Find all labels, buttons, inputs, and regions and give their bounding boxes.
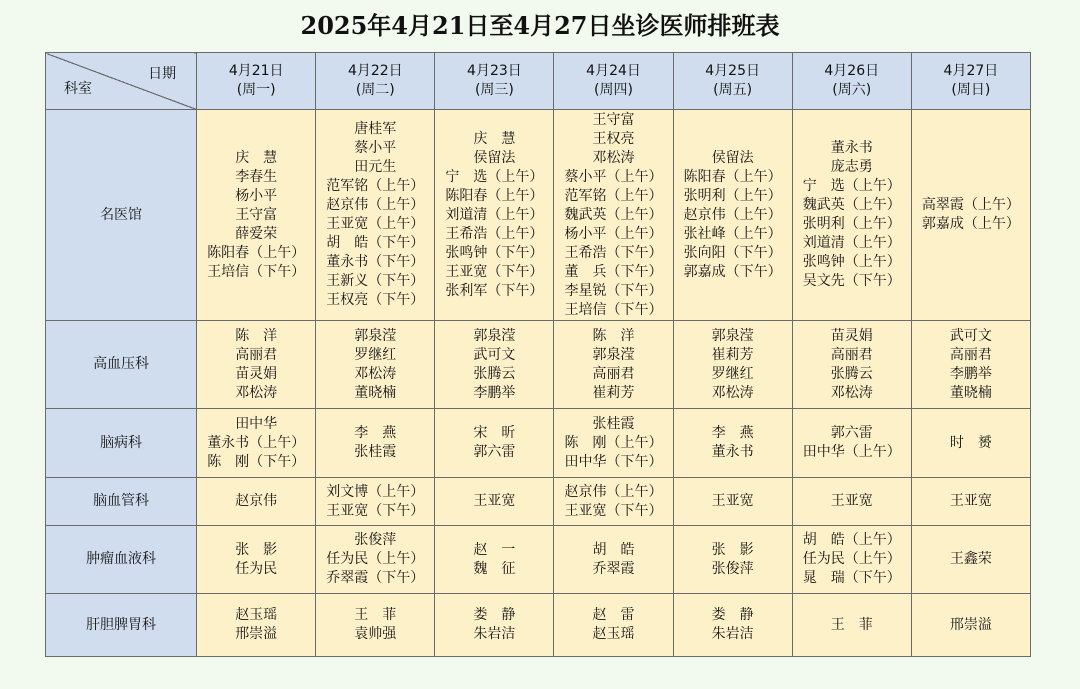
day-header xyxy=(197,53,316,110)
schedule-cell xyxy=(197,110,316,321)
doctor-entry: 张腾云 xyxy=(473,365,516,382)
doctor-entry: 任为民（上午） xyxy=(802,551,901,567)
schedule-cell xyxy=(673,526,792,594)
doctor-entry: 李 燕 xyxy=(354,425,397,441)
doctor-entry: 吴文先（下午） xyxy=(802,273,901,289)
doctor-entry: 赵玉瑶 xyxy=(235,607,278,623)
doctor-entry: 武可文 xyxy=(473,346,516,363)
doctor-entry: 邢崇溢 xyxy=(235,626,278,642)
day-date: 4月21日 xyxy=(228,63,284,79)
schedule-cell xyxy=(554,110,673,321)
doctor-entry: 王鑫荣 xyxy=(949,551,992,567)
department-row-cerebrovascular xyxy=(46,478,1031,526)
doctor-entry: 郭泉滢 xyxy=(711,327,754,344)
header-row xyxy=(46,53,1031,110)
doctor-entry: 娄 静 xyxy=(711,607,754,623)
doctor-entry: 田元生 xyxy=(354,159,397,175)
doctor-entry: 张 影 xyxy=(235,541,278,558)
doctor-entry: 赵京伟（上午） xyxy=(326,197,425,213)
doctor-entry: 崔莉芳 xyxy=(711,346,754,363)
doctor-entry: 宋 昕 xyxy=(473,425,516,441)
schedule-cell xyxy=(673,110,792,321)
doctor-entry: 张向阳（下午） xyxy=(683,244,782,261)
doctor-entry: 王亚宽 xyxy=(830,493,873,509)
doctor-entry: 王亚宽（下午） xyxy=(326,502,425,519)
doctor-entry: 唐桂军 xyxy=(354,121,397,137)
doctor-entry: 魏武英（上午） xyxy=(564,206,663,223)
schedule-body xyxy=(46,110,1031,657)
schedule-cell xyxy=(911,478,1030,526)
department-name: 脑血管科 xyxy=(46,478,197,526)
doctor-entry: 王希浩（下午） xyxy=(564,244,663,261)
day-date: 4月26日 xyxy=(824,63,880,79)
doctor-entry: 董永书 xyxy=(830,140,873,156)
doctor-entry: 高丽君 xyxy=(592,365,635,382)
schedule-cell xyxy=(911,594,1030,657)
doctor-entry: 杨小平（上午） xyxy=(564,225,663,242)
doctor-entry: 王希浩（上午） xyxy=(445,225,544,242)
schedule-cell xyxy=(554,526,673,594)
doctor-entry: 乔翠霞 xyxy=(592,560,635,577)
doctor-entry: 郭嘉成（上午） xyxy=(921,216,1020,232)
doctor-entry: 张俊萍 xyxy=(354,532,397,548)
doctor-entry: 董晓楠 xyxy=(949,384,992,401)
day-date: 4月25日 xyxy=(705,63,760,79)
doctor-entry: 薛爱荣 xyxy=(235,225,278,242)
schedule-cell xyxy=(911,321,1030,409)
doctor-entry: 胡 皓 xyxy=(592,541,635,558)
schedule-cell xyxy=(554,594,673,657)
schedule-cell xyxy=(316,321,435,409)
schedule-cell xyxy=(554,321,673,409)
schedule-cell xyxy=(197,321,316,409)
schedule-cell xyxy=(316,594,435,657)
day-header xyxy=(673,53,792,110)
doctor-entry: 郭六雷 xyxy=(473,444,516,460)
doctor-entry: 陈 刚（上午） xyxy=(564,434,663,451)
schedule-cell xyxy=(792,594,911,657)
schedule-cell xyxy=(316,409,435,478)
doctor-entry: 高丽君 xyxy=(830,346,873,363)
doctor-entry: 陈 洋 xyxy=(235,327,278,344)
schedule-cell xyxy=(673,594,792,657)
schedule-cell xyxy=(911,526,1030,594)
doctor-entry: 陈阳春（上午） xyxy=(207,244,306,261)
doctor-entry: 侯留法 xyxy=(473,149,516,166)
department-name: 脑病科 xyxy=(46,409,197,478)
schedule-cell xyxy=(911,110,1030,321)
schedule-cell xyxy=(197,478,316,526)
doctor-entry: 王守富 xyxy=(592,111,635,128)
doctor-entry: 乔翠霞（下午） xyxy=(326,570,425,586)
doctor-entry: 张明利（上午） xyxy=(683,187,782,204)
day-date: 4月24日 xyxy=(586,63,641,79)
doctor-entry: 宁 选（上午） xyxy=(445,168,544,185)
doctor-entry: 庆 慧 xyxy=(235,149,278,166)
department-name: 名医馆 xyxy=(46,110,197,321)
doctor-entry: 王 菲 xyxy=(830,616,873,633)
doctor-entry: 胡 皓（上午） xyxy=(802,532,901,548)
doctor-entry: 侯留法 xyxy=(711,149,754,166)
day-weekday: (周六) xyxy=(832,82,872,98)
doctor-entry: 王新义（下午） xyxy=(326,273,425,289)
corner-header xyxy=(46,53,197,110)
schedule-cell xyxy=(673,409,792,478)
doctor-entry: 时 赟 xyxy=(949,434,992,451)
doctor-entry: 董晓楠 xyxy=(354,384,397,401)
doctor-entry: 庆 慧 xyxy=(473,130,516,147)
doctor-entry: 郭嘉成（下午） xyxy=(683,263,782,280)
doctor-entry: 陈 刚（下午） xyxy=(207,453,306,470)
doctor-entry: 高翠霞（上午） xyxy=(921,197,1020,213)
doctor-entry: 王权亮 xyxy=(592,130,635,147)
doctor-entry: 庞志勇 xyxy=(830,159,873,175)
schedule-cell xyxy=(435,409,554,478)
doctor-entry: 张桂霞 xyxy=(354,444,397,460)
schedule-cell xyxy=(435,526,554,594)
department-row-hypertension xyxy=(46,321,1031,409)
doctor-entry: 邓松涛 xyxy=(830,384,873,401)
department-row-hepatobiliary-gastro xyxy=(46,594,1031,657)
department-name: 肝胆脾胃科 xyxy=(46,594,197,657)
doctor-entry: 李 燕 xyxy=(711,425,754,441)
schedule-cell xyxy=(673,321,792,409)
doctor-entry: 赵玉瑶 xyxy=(592,626,635,642)
doctor-entry: 李星锐（下午） xyxy=(564,282,663,299)
doctor-entry: 胡 皓（下午） xyxy=(326,235,425,251)
doctor-entry: 董永书（上午） xyxy=(207,434,306,451)
doctor-entry: 邢崇溢 xyxy=(949,616,992,633)
doctor-entry: 张利军（下午） xyxy=(445,282,544,299)
doctor-entry: 陈 洋 xyxy=(592,327,635,344)
doctor-entry: 罗继红 xyxy=(354,346,397,363)
doctor-entry: 宁 选（上午） xyxy=(802,178,901,194)
day-header xyxy=(911,53,1030,110)
doctor-entry: 高丽君 xyxy=(949,346,992,363)
doctor-entry: 王亚宽（下午） xyxy=(564,502,663,519)
schedule-cell xyxy=(792,478,911,526)
doctor-entry: 邓松涛 xyxy=(711,384,754,401)
doctor-entry: 赵京伟 xyxy=(235,493,278,509)
doctor-entry: 王 菲 xyxy=(354,607,397,623)
day-header xyxy=(792,53,911,110)
doctor-entry: 郭泉滢 xyxy=(354,327,397,344)
schedule-cell xyxy=(435,478,554,526)
doctor-entry: 王亚宽（下午） xyxy=(445,263,544,280)
day-weekday: (周一) xyxy=(236,82,276,98)
doctor-entry: 王亚宽（上午） xyxy=(326,216,425,232)
doctor-entry: 王培信（下午） xyxy=(207,263,306,280)
doctor-entry: 刘道清（上午） xyxy=(802,235,901,251)
schedule-cell xyxy=(197,409,316,478)
schedule-cell xyxy=(197,526,316,594)
schedule-cell xyxy=(554,409,673,478)
doctor-entry: 任为民（上午） xyxy=(326,551,425,567)
doctor-entry: 刘文博（上午） xyxy=(326,483,425,500)
doctor-entry: 王亚宽 xyxy=(949,493,992,509)
day-header xyxy=(316,53,435,110)
doctor-entry: 苗灵娟 xyxy=(830,327,873,344)
doctor-entry: 李鹏举 xyxy=(473,384,516,401)
doctor-entry: 董 兵（下午） xyxy=(564,263,663,280)
doctor-entry: 朱岩洁 xyxy=(711,626,754,642)
department-row-oncology-hematology xyxy=(46,526,1031,594)
doctor-entry: 张明利（上午） xyxy=(802,216,901,232)
department-axis-label: 科室 xyxy=(64,81,92,97)
doctor-entry: 罗继红 xyxy=(711,365,754,382)
doctor-entry: 刘道清（上午） xyxy=(445,206,544,223)
schedule-cell xyxy=(792,526,911,594)
doctor-entry: 张 影 xyxy=(711,541,754,558)
doctor-entry: 李春生 xyxy=(235,168,278,185)
doctor-entry: 赵 一 xyxy=(473,541,516,558)
day-date: 4月22日 xyxy=(347,63,403,79)
page-title: 2025年4月21日至4月27日坐诊医师排班表 xyxy=(300,11,780,40)
schedule-cell xyxy=(435,321,554,409)
doctor-entry: 武可文 xyxy=(949,327,992,344)
doctor-entry: 张腾云 xyxy=(830,365,873,382)
day-weekday: (周日) xyxy=(951,82,991,98)
doctor-entry: 董永书（下午） xyxy=(326,254,425,270)
doctor-entry: 王亚宽 xyxy=(473,493,516,509)
doctor-entry: 邓松涛 xyxy=(354,365,397,382)
schedule-cell xyxy=(792,409,911,478)
day-header xyxy=(435,53,554,110)
department-row-famous-doctors xyxy=(46,110,1031,321)
doctor-entry: 袁帅强 xyxy=(354,626,397,642)
day-weekday: (周三) xyxy=(474,82,514,98)
schedule-cell xyxy=(197,594,316,657)
department-row-encephalopathy xyxy=(46,409,1031,478)
doctor-entry: 苗灵娟 xyxy=(235,365,278,382)
schedule-cell xyxy=(316,526,435,594)
doctor-entry: 蔡小平 xyxy=(354,140,397,156)
schedule-cell xyxy=(554,478,673,526)
schedule-cell xyxy=(792,110,911,321)
department-name: 高血压科 xyxy=(46,321,197,409)
doctor-entry: 赵京伟（上午） xyxy=(564,483,663,500)
doctor-entry: 李鹏举 xyxy=(949,365,992,382)
schedule-cell xyxy=(792,321,911,409)
schedule-cell xyxy=(911,409,1030,478)
day-weekday: (周五) xyxy=(713,82,753,98)
doctor-entry: 张桂霞 xyxy=(592,415,635,432)
doctor-entry: 魏武英（上午） xyxy=(802,197,901,213)
doctor-entry: 王权亮（下午） xyxy=(326,292,425,308)
day-date: 4月27日 xyxy=(943,63,999,79)
doctor-entry: 董永书 xyxy=(711,444,754,460)
doctor-entry: 晁 瑞（下午） xyxy=(802,570,901,586)
schedule-cell xyxy=(316,478,435,526)
schedule-cell xyxy=(673,478,792,526)
doctor-entry: 郭泉滢 xyxy=(592,346,635,363)
doctor-entry: 王培信（下午） xyxy=(564,301,663,318)
schedule-cell xyxy=(435,594,554,657)
doctor-entry: 张俊萍 xyxy=(711,560,754,577)
day-date: 4月23日 xyxy=(467,63,522,79)
doctor-entry: 赵 雷 xyxy=(592,607,635,623)
doctor-entry: 范军铭（上午） xyxy=(326,178,425,194)
doctor-entry: 娄 静 xyxy=(473,607,516,623)
doctor-entry: 蔡小平（上午） xyxy=(564,168,663,185)
date-axis-label: 日期 xyxy=(148,66,177,82)
schedule-cell xyxy=(435,110,554,321)
doctor-entry: 范军铭（上午） xyxy=(564,187,663,204)
doctor-entry: 张鸣钟（下午） xyxy=(445,244,544,261)
doctor-entry: 杨小平 xyxy=(235,187,278,204)
doctor-entry: 陈阳春（上午） xyxy=(683,168,782,185)
doctor-entry: 王亚宽 xyxy=(711,493,754,509)
doctor-entry: 田中华 xyxy=(235,415,278,432)
day-weekday: (周四) xyxy=(594,82,633,98)
schedule-table xyxy=(45,52,1031,657)
day-weekday: (周二) xyxy=(355,82,395,98)
department-name: 肿瘤血液科 xyxy=(46,526,197,594)
doctor-entry: 邓松涛 xyxy=(235,384,278,401)
doctor-entry: 张鸣钟（上午） xyxy=(802,254,901,270)
doctor-entry: 张社峰（上午） xyxy=(683,225,782,242)
doctor-entry: 田中华（上午） xyxy=(802,444,901,460)
doctor-entry: 郭六雷 xyxy=(830,425,873,441)
doctor-entry: 魏 征 xyxy=(473,560,516,577)
doctor-entry: 崔莉芳 xyxy=(592,384,635,401)
doctor-entry: 王守富 xyxy=(235,206,278,223)
doctor-entry: 高丽君 xyxy=(235,346,278,363)
day-header xyxy=(554,53,673,110)
doctor-entry: 赵京伟（上午） xyxy=(683,206,782,223)
doctor-entry: 朱岩洁 xyxy=(473,626,516,642)
doctor-entry: 陈阳春（上午） xyxy=(445,187,544,204)
doctor-entry: 郭泉滢 xyxy=(473,327,516,344)
doctor-entry: 田中华（下午） xyxy=(564,453,663,470)
doctor-entry: 任为民 xyxy=(235,560,278,577)
doctor-entry: 邓松涛 xyxy=(592,149,635,166)
schedule-cell xyxy=(316,110,435,321)
